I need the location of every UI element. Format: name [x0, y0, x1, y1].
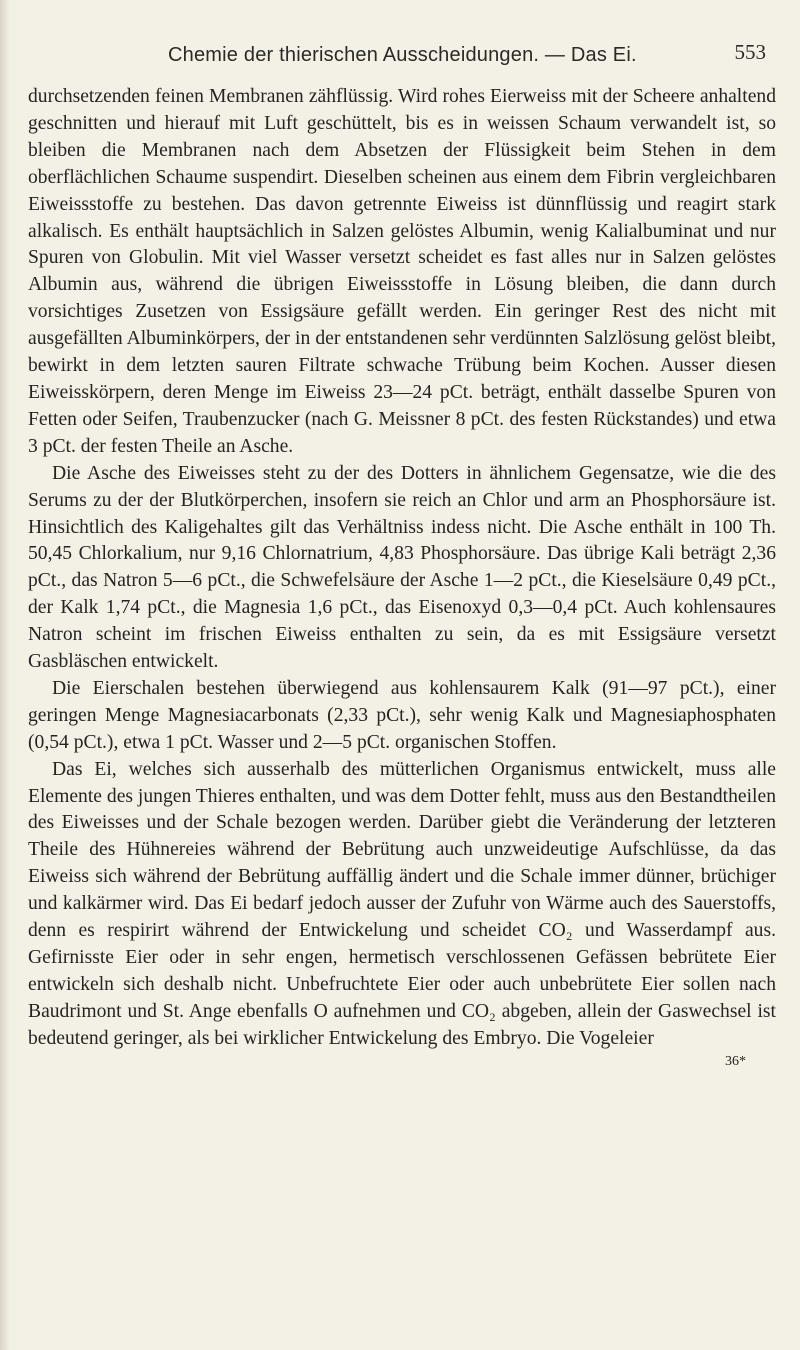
paragraph-incubation: Das Ei, welches sich ausserhalb des mütterlichen Organismus entwickelt, muss alle Elemente des jungen Thieres enthalten, und was dem Dotter fehlt, muss aus den Bestandtheilen des Eiweisses und der Schale bezogen werden. Darüber giebt die Veränderung der letzteren Theile des Hühnereies während der Bebrütung auch unzweideutige Aufschlüsse, da das Eiweiss sich während der Bebrütung auffällig ändert und die Schale immer dünner, brüchiger und kalkärmer wird. Das Ei bedarf jedoch ausser der Zufuhr von Wärme auch des Sauerstoffs, denn es respirirt während der Entwickelung und scheidet CO₂ und Wasserdampf aus. Gefirnisste Eier oder in sehr engen, hermetisch verschlossenen Gefässen bebrütete Eier entwickeln sich deshalb nicht. Unbefruchtete Eier oder auch unbebrütete Eier sollen nach Baudrimont und St. Ange ebenfalls O aufnehmen und CO₂ abgeben, allein der Gaswechsel ist bedeutend geringer, als bei wirklicher Entwickelung des Embryo. Die Vogeleier — [28, 758, 776, 1049]
page-number: 553 — [734, 40, 766, 64]
signature-mark: 36* — [725, 1053, 746, 1069]
paragraph-ash: Die Asche des Eiweisses steht zu der des Dotters in ähnlichem Gegensatze, wie die des Serums zu der der Blutkörperchen, insofern sie reich an Chlor und arm an Phosphorsäure ist. Hinsichtlich des Kaligehaltes gilt das Verhältniss indess nicht. Die Asche enthält in 100 Th. 50,45 Chlorkalium, nur 9,16 Chlornatrium, 4,83 Phosphorsäure. Das übrige Kali beträgt 2,36 pCt., das Natron 5—6 pCt., die Schwefelsäure der Asche 1—2 pCt., die Kieselsäure 0,49 pCt., der Kalk 1,74 pCt., die Magnesia 1,6 pCt., das Eisenoxyd 0,3—0,4 pCt. Auch kohlensaures Natron scheint im frischen Eiweiss enthalten zu sein, da es mit Essigsäure versetzt Gasbläschen entwickelt. — [28, 462, 776, 673]
paragraph-egg-white: durchsetzenden feinen Membranen zähflüssig. Wird rohes Eierweiss mit der Scheere anhaltend geschnitten und hierauf mit Luft geschüttelt, bis es in weissen Schaum verwandelt ist, so bleiben die Membranen nach dem Absetzen der Flüssigkeit beim Stehen in dem oberflächlichen Schaume suspendirt. Dieselben scheinen aus einem dem Fibrin vergleichbaren Eiweissstoffe zu bestehen. Das davon getrennte Eiweiss ist dünnflüssig und reagirt stark alkalisch. Es enthält hauptsächlich in Salzen gelöstes Albumin, wenig Kalialbuminat und nur Spuren von Globulin. Mit viel Wasser versetzt scheidet es fast alles nur in Salzen gelöstes Albumin aus, während die übrigen Eiweissstoffe in Lösung bleiben, die dann durch vorsichtiges Zusetzen von Essigsäure gefällt werden. Ein geringer Rest des nicht mit ausgefällten Albuminkörpers, der in der entstandenen sehr verdünnten Salzlösung gelöst bleibt, bewirkt in dem letzten sauren Filtrate schwache Trübung beim Kochen. Ausser diesen Eiweisskörpern, deren Menge im Eiweiss 23—24 pCt. beträgt, enthält dasselbe Spuren von Fetten oder Seifen, Traubenzucker (nach G. Meissner 8 pCt. des festen Rückstandes) und etwa 3 pCt. der festen Theile an Asche. — [28, 86, 776, 457]
running-head — [28, 36, 776, 68]
running-title: Chemie der thierischen Ausscheidungen. — Das Ei. — [168, 44, 637, 66]
paragraph-eggshells: Die Eierschalen bestehen überwiegend aus kohlensaurem Kalk (91—97 pCt.), einer geringen Menge Magnesiacarbonats (2,33 pCt.), sehr wenig Kalk und Magnesiaphosphaten (0,54 pCt.), etwa 1 pCt. Wasser und 2—5 pCt. organischen Stoffen. — [28, 677, 776, 753]
book-page — [28, 36, 776, 1071]
body-text — [28, 84, 776, 1053]
page-edge — [0, 0, 10, 1350]
